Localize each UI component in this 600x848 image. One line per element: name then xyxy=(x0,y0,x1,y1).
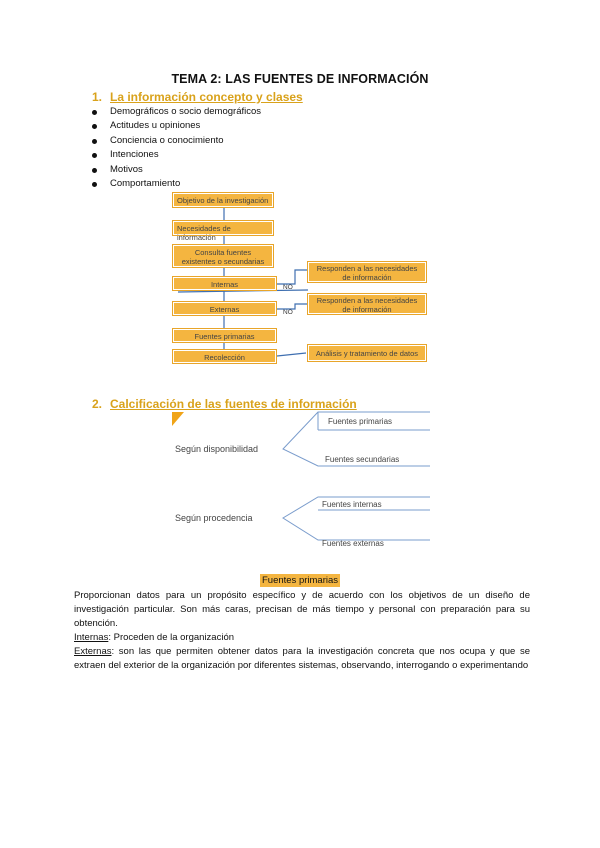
internas-text: : Proceden de la organización xyxy=(108,632,235,643)
section-1-title: La información concepto y clases xyxy=(110,90,303,104)
leaf-fuentes-externas: Fuentes externas xyxy=(322,539,384,548)
fuentes-primarias-heading: Fuentes primarias xyxy=(261,575,339,586)
flow-box-analisis: Análisis y tratamiento de datos xyxy=(308,345,426,361)
leaf-fuentes-secundarias: Fuentes secundarias xyxy=(325,455,400,464)
flow-box-recoleccion: Recolección xyxy=(173,350,276,363)
list-item: Motivos xyxy=(92,163,261,177)
internas-label: Internas xyxy=(74,632,109,643)
flow-box-responden-1: Responden a las necesidades de información xyxy=(308,262,426,282)
fuentes-primarias-heading-wrap xyxy=(0,575,600,586)
flow-box-objetivo: Objetivo de la investigación xyxy=(173,193,273,207)
flow-box-consulta: Consulta fuentes existentes o secundarias xyxy=(173,245,273,267)
orange-triangle-decoration xyxy=(172,412,184,426)
group-label-disponibilidad: Según disponibilidad xyxy=(175,444,259,454)
group-label-procedencia: Según procedencia xyxy=(175,513,253,523)
section-2-number: 2. xyxy=(92,397,103,411)
flow-box-externas: Externas xyxy=(173,302,276,315)
section-1-number: 1. xyxy=(92,90,103,104)
list-item: Conciencia o conocimiento xyxy=(92,134,261,148)
leaf-fuentes-primarias: Fuentes primarias xyxy=(328,417,393,426)
flow-box-necesidades: Necesidades de información xyxy=(173,221,273,235)
page-title: TEMA 2: LAS FUENTES DE INFORMACIÓN xyxy=(171,72,429,86)
internas-line xyxy=(74,631,530,645)
list-item: Intenciones xyxy=(92,148,261,162)
flow-box-internas: Internas xyxy=(173,277,276,290)
flow-box-responden-2: Responden a las necesidades de información xyxy=(308,294,426,314)
flow-box-fuentes-primarias: Fuentes primarias xyxy=(173,329,276,342)
section-2-title: Calcificación de las fuentes de información xyxy=(110,397,357,411)
list-item: Demográficos o socio demográficos xyxy=(92,105,261,119)
no-label: NO xyxy=(283,284,293,291)
externas-label: Externas xyxy=(74,646,112,657)
leaf-fuentes-internas: Fuentes internas xyxy=(322,500,382,509)
list-item: Actitudes u opiniones xyxy=(92,119,261,133)
list-item: Comportamiento xyxy=(92,177,261,191)
no-label: NO xyxy=(283,309,293,316)
externas-paragraph xyxy=(74,645,530,673)
externas-text: : son las que permiten obtener datos para la investigación concreta que nos ocupa y que se extraen del exterior de la organización por diferentes sistemas, observando, interrogando o experimentando xyxy=(74,646,530,672)
primarias-paragraph: Proporcionan datos para un propósito específico y de acuerdo con los objetivos de un diseño de investigación particular. Son más caras, precisan de más tiempo y personal con preparación para su obtención. xyxy=(74,590,530,630)
